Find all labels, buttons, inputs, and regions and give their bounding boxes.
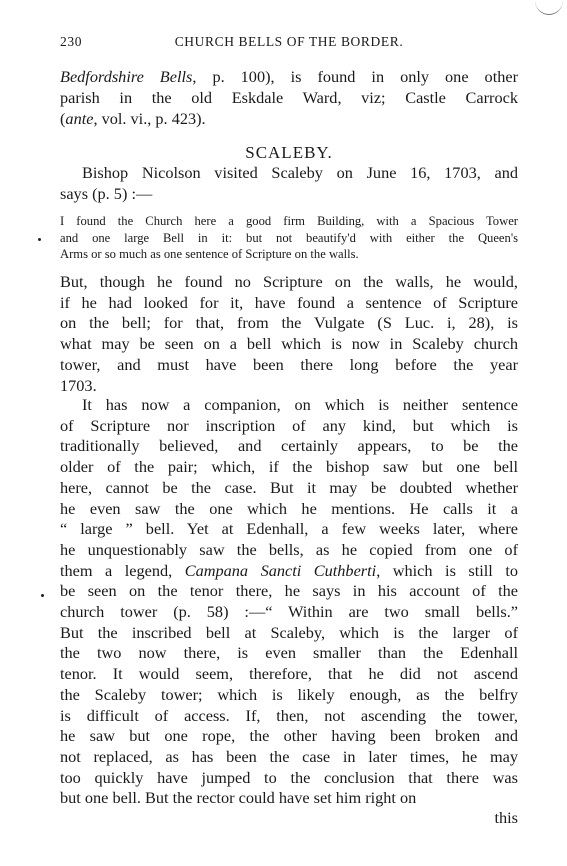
quote-line: Arms or so much as one sentence of Scripture on the walls. <box>60 247 359 261</box>
text-line: 1703. <box>60 375 97 395</box>
margin-dot <box>41 594 44 597</box>
text-line: church tower (p. 58) :—“ Within are two small bells.” <box>60 602 518 621</box>
text-line: Bedfordshire Bells, p. 100), is found in only one other <box>60 67 519 86</box>
corner-mark <box>535 0 563 15</box>
text-line: is difficult of access. If, then, not ascending the tower, <box>60 705 518 725</box>
text-line: tower, and must have been there long before the year <box>60 354 518 374</box>
text-line: tenor. It would seem, therefore, that he did not ascend <box>60 664 518 684</box>
text-line: older of the pair; which, if the bishop saw but one bell <box>60 457 518 477</box>
text-line: the two now there, is even smaller than the Edenhall <box>60 643 518 663</box>
text-line: on the bell; for that, from the Vulgate (S Luc. i, 28), is <box>60 313 518 333</box>
text-line: be seen on the tenor there, he says in his account of the <box>60 581 518 601</box>
text-line: too quickly have jumped to the conclusion that there was <box>60 767 518 787</box>
quote-line: and one large Bell in it: but not beautify'd with either the Queen's <box>60 230 518 245</box>
text-line: here, cannot be the case. But it may be doubted whether <box>60 477 518 497</box>
text-line: if he had looked for it, have found a sentence of Scripture <box>60 292 518 312</box>
text-line: not replaced, as has been the case in later times, he may <box>60 746 518 766</box>
text-line: he unquestionably saw the bells, as he copied from one of <box>60 539 518 559</box>
text-line: the Scaleby tower; which is likely enough, as the belfry <box>60 684 518 704</box>
section-heading: SCALEBY. <box>245 143 333 162</box>
text-line: them a legend, Campana Sancti Cuthberti, which is still to <box>60 560 518 580</box>
running-header <box>60 34 518 54</box>
text-line: parish in the old Eskdale Ward, viz; Castle Carrock <box>60 88 518 107</box>
text-line: says (p. 5) :— <box>60 184 153 203</box>
text-line: It has now a companion, on which is neither sentence <box>82 395 518 414</box>
text-line: but one bell. But the rector could have set him right on <box>60 788 417 808</box>
quote-line: I found the Church here a good firm Building, with a Spacious Tower <box>60 214 518 228</box>
text-line: of Scripture nor inscription of any kind, but which is <box>60 415 518 435</box>
text-line: But, though he found no Scripture on the walls, he would, <box>60 272 518 291</box>
text-line: he saw but one rope, the other having been broken and <box>60 726 518 746</box>
running-title: CHURCH BELLS OF THE BORDER. <box>174 34 404 49</box>
text-line: Bishop Nicolson visited Scaleby on June 16, 1703, and <box>82 163 518 182</box>
page-number: 230 <box>60 34 83 49</box>
text-line: “ large ” bell. Yet at Edenhall, a few weeks later, where <box>60 519 518 539</box>
text-line: (ante, vol. vi., p. 423). <box>60 109 206 128</box>
text-line: what may be seen on a bell which is now in Scaleby church <box>60 334 518 354</box>
text-line: he even saw the one which he mentions. He calls it a <box>60 498 518 518</box>
margin-dot <box>38 238 41 241</box>
text-line: But the inscribed bell at Scaleby, which is the larger of <box>60 622 518 642</box>
text-line: traditionally believed, and certainly appears, to be the <box>60 436 518 456</box>
catchword: this <box>494 808 518 827</box>
